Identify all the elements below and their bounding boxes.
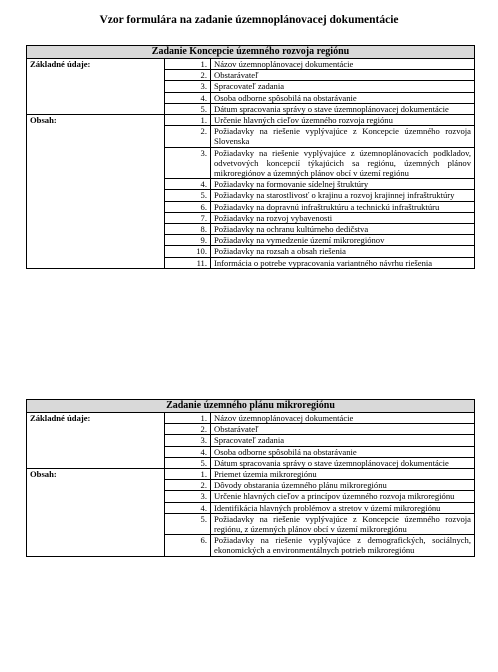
section-label: Základné údaje: bbox=[27, 413, 165, 469]
item-number: 1. bbox=[165, 59, 211, 70]
item-text: Požiadavky na ochranu kultúrneho dedičstva bbox=[211, 224, 475, 235]
item-number: 4. bbox=[165, 92, 211, 103]
item-number: 9. bbox=[165, 235, 211, 246]
item-number: 1. bbox=[165, 115, 211, 126]
item-number: 5. bbox=[165, 103, 211, 114]
item-text: Dôvody obstarania územného plánu mikroregiónu bbox=[211, 480, 475, 491]
item-number: 2. bbox=[165, 480, 211, 491]
item-number: 7. bbox=[165, 212, 211, 223]
item-text: Požiadavky na starostlivosť o krajinu a rozvoj krajinnej infraštruktúry bbox=[211, 190, 475, 201]
item-number: 10. bbox=[165, 246, 211, 257]
table-row bbox=[27, 413, 475, 424]
item-text: Požiadavky na riešenie vyplývajúce z Koncepcie územného rozvoja regiónu, z územných plánov obcí v území mikroregiónu bbox=[211, 513, 475, 534]
item-number: 2. bbox=[165, 424, 211, 435]
item-text: Požiadavky na riešenie vyplývajúce z územnoplánovacích podkladov, odvetvových koncepcií týkajúcich sa regiónu, územných plánov mikroregiónov a územných plánov obcí v území regiónu bbox=[211, 147, 475, 179]
item-number: 4. bbox=[165, 502, 211, 513]
table-heading: Zadanie Koncepcie územného rozvoja regiónu bbox=[27, 46, 475, 59]
item-text: Požiadavky na riešenie vyplývajúce z demografických, sociálnych, ekonomických a environmentálnych potrieb mikroregiónu bbox=[211, 535, 475, 556]
item-number: 1. bbox=[165, 469, 211, 480]
item-number: 2. bbox=[165, 70, 211, 81]
item-number: 5. bbox=[165, 513, 211, 534]
item-text: Názov územnoplánovacej dokumentácie bbox=[211, 413, 475, 424]
item-number: 3. bbox=[165, 435, 211, 446]
item-text: Určenie hlavných cieľov a princípov územného rozvoja mikroregiónu bbox=[211, 491, 475, 502]
item-number: 8. bbox=[165, 224, 211, 235]
item-text: Požiadavky na rozsah a obsah riešenia bbox=[211, 246, 475, 257]
item-number: 2. bbox=[165, 126, 211, 147]
item-number: 3. bbox=[165, 491, 211, 502]
item-number: 6. bbox=[165, 201, 211, 212]
item-number: 4. bbox=[165, 179, 211, 190]
item-number: 3. bbox=[165, 147, 211, 179]
item-text: Požiadavky na dopravnú infraštruktúru a technickú infraštruktúru bbox=[211, 201, 475, 212]
section-label: Obsah: bbox=[27, 469, 165, 557]
item-text: Určenie hlavných cieľov územného rozvoja regiónu bbox=[211, 115, 475, 126]
item-text: Spracovateľ zadania bbox=[211, 81, 475, 92]
item-number: 3. bbox=[165, 81, 211, 92]
item-number: 6. bbox=[165, 535, 211, 556]
table-heading: Zadanie územného plánu mikroregiónu bbox=[27, 400, 475, 413]
item-text: Požiadavky na riešenie vyplývajúce z Koncepcie územného rozvoja Slovenska bbox=[211, 126, 475, 147]
item-text: Dátum spracovania správy o stave územnoplánovacej dokumentácie bbox=[211, 103, 475, 114]
item-text: Obstarávateľ bbox=[211, 70, 475, 81]
item-number: 4. bbox=[165, 446, 211, 457]
item-text: Osoba odborne spôsobilá na obstarávanie bbox=[211, 446, 475, 457]
table-row bbox=[27, 59, 475, 70]
item-text: Požiadavky na rozvoj vybavenosti bbox=[211, 212, 475, 223]
item-text: Identifikácia hlavných problémov a stretov v území mikroregiónu bbox=[211, 502, 475, 513]
item-text: Obstarávateľ bbox=[211, 424, 475, 435]
item-text: Priemet územia mikroregiónu bbox=[211, 469, 475, 480]
item-text: Informácia o potrebe vypracovania variantného návrhu riešenia bbox=[211, 257, 475, 268]
item-number: 11. bbox=[165, 257, 211, 268]
table-row bbox=[27, 469, 475, 480]
item-text: Požiadavky na vymedzenie území mikroregiónov bbox=[211, 235, 475, 246]
section-label: Základné údaje: bbox=[27, 59, 165, 115]
item-text: Názov územnoplánovacej dokumentácie bbox=[211, 59, 475, 70]
item-number: 5. bbox=[165, 190, 211, 201]
item-text: Požiadavky na formovanie sídelnej štruktúry bbox=[211, 179, 475, 190]
item-text: Dátum spracovania správy o stave územnoplánovacej dokumentácie bbox=[211, 457, 475, 468]
item-number: 1. bbox=[165, 413, 211, 424]
item-number: 5. bbox=[165, 457, 211, 468]
region-concept-form-table bbox=[26, 45, 475, 269]
table-row bbox=[27, 115, 475, 126]
section-label: Obsah: bbox=[27, 115, 165, 269]
item-text: Spracovateľ zadania bbox=[211, 435, 475, 446]
item-text: Osoba odborne spôsobilá na obstarávanie bbox=[211, 92, 475, 103]
page-title: Vzor formulára na zadanie územnoplánovacej dokumentácie bbox=[99, 14, 399, 26]
microregion-plan-form-table bbox=[26, 399, 475, 557]
